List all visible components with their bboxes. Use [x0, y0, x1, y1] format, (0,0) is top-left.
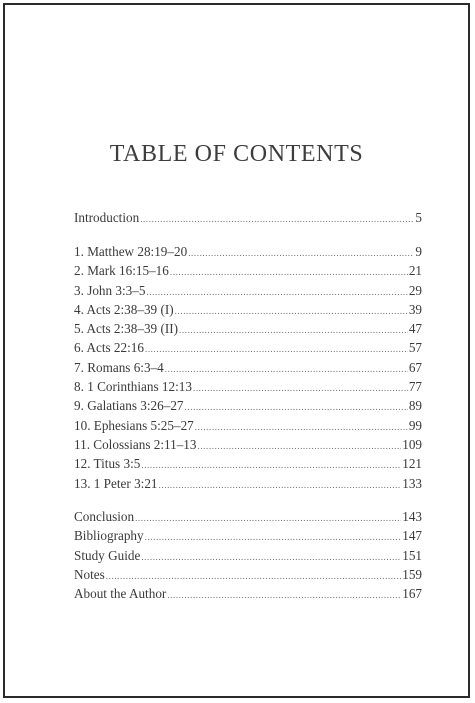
toc-entry[interactable] — [74, 242, 422, 261]
toc-entry-label: About the Author — [74, 586, 167, 602]
toc-entry[interactable] — [74, 281, 422, 300]
toc-back-matter — [74, 507, 422, 603]
toc-entry[interactable] — [74, 507, 422, 526]
toc-entry[interactable] — [74, 565, 422, 584]
toc-entry-label: 8. 1 Corinthians 12:13 — [74, 379, 192, 395]
toc-entry-label: 3. John 3:3–5 — [74, 282, 146, 298]
dot-leader — [146, 283, 407, 302]
toc-entry-label: Conclusion — [74, 509, 135, 524]
dot-leader — [193, 379, 408, 398]
dot-leader — [159, 476, 402, 495]
toc-chapters — [74, 242, 422, 493]
toc-entry[interactable] — [74, 584, 422, 603]
dot-leader — [140, 210, 414, 229]
toc-entry[interactable] — [74, 546, 422, 565]
toc-entry-page: 151 — [402, 547, 422, 563]
toc-entry-label: 13. 1 Peter 3:21 — [74, 475, 158, 491]
toc-entry-page: 159 — [402, 566, 422, 582]
toc-entry-page: 147 — [402, 528, 422, 544]
toc-entry-page: 57 — [408, 340, 422, 356]
toc-entry-page: 9 — [415, 244, 422, 259]
toc-entry-label: 4. Acts 2:38–39 (I) — [74, 301, 174, 317]
toc-entry-label: Notes — [74, 566, 105, 582]
dot-leader — [188, 244, 414, 263]
dot-leader — [135, 509, 401, 528]
toc-entry-label: 7. Romans 6:3–4 — [74, 359, 164, 375]
toc-entry-page: 39 — [408, 301, 422, 317]
toc-entry-page: 29 — [408, 282, 422, 298]
toc-entry[interactable] — [74, 435, 422, 454]
toc-entry-label: Study Guide — [74, 547, 141, 563]
toc-entry[interactable] — [74, 208, 422, 227]
dot-leader — [170, 263, 408, 282]
dot-leader — [165, 360, 408, 379]
toc-front-matter — [74, 208, 422, 227]
toc-entry[interactable] — [74, 396, 422, 415]
toc-entry-page: 67 — [408, 359, 422, 375]
toc-entry-label: 5. Acts 2:38–39 (II) — [74, 321, 179, 337]
toc-entry-page: 121 — [402, 456, 422, 472]
toc-entry[interactable] — [74, 377, 422, 396]
toc-entry[interactable] — [74, 338, 422, 357]
dot-leader — [145, 340, 408, 359]
toc-entry-label: 12. Titus 3:5 — [74, 456, 141, 472]
dot-leader — [185, 398, 408, 417]
toc-entry[interactable] — [74, 454, 422, 473]
dot-leader — [141, 548, 401, 567]
toc-entry-label: 9. Galatians 3:26–27 — [74, 398, 184, 414]
dot-leader — [197, 437, 401, 456]
toc-entry[interactable] — [74, 300, 422, 319]
toc-entry[interactable] — [74, 319, 422, 338]
toc-entry-page: 133 — [402, 475, 422, 491]
toc-entry[interactable] — [74, 526, 422, 545]
dot-leader — [175, 302, 408, 321]
toc-entry[interactable] — [74, 474, 422, 493]
toc-entry-page: 5 — [415, 210, 422, 225]
page-title: TABLE OF CONTENTS — [109, 141, 364, 167]
toc-entry-label: 11. Colossians 2:11–13 — [74, 436, 197, 452]
toc-entry-page: 47 — [408, 321, 422, 337]
toc-entry-page: 109 — [402, 436, 422, 452]
toc-entry-label: 10. Ephesians 5:25–27 — [74, 417, 194, 433]
toc-entry-label: 6. Acts 22:16 — [74, 340, 144, 356]
toc-entry-page: 89 — [408, 398, 422, 414]
toc-entry-page: 21 — [408, 263, 422, 279]
dot-leader — [141, 456, 401, 475]
toc-entry[interactable] — [74, 261, 422, 280]
book-page — [3, 3, 470, 698]
dot-leader — [145, 528, 402, 547]
toc-entry[interactable] — [74, 416, 422, 435]
dot-leader — [167, 586, 401, 605]
toc-entry-page: 99 — [408, 417, 422, 433]
toc-entry-page: 143 — [402, 509, 422, 524]
toc-entry[interactable] — [74, 358, 422, 377]
toc-entry-page: 167 — [402, 586, 422, 602]
toc-entry-label: Introduction — [74, 210, 140, 225]
toc-entry-page: 77 — [408, 379, 422, 395]
toc-entry-label: Bibliography — [74, 528, 144, 544]
toc-entry-label: 2. Mark 16:15–16 — [74, 263, 169, 279]
toc-entry-label: 1. Matthew 28:19–20 — [74, 244, 188, 259]
dot-leader — [179, 321, 408, 340]
dot-leader — [195, 418, 408, 437]
